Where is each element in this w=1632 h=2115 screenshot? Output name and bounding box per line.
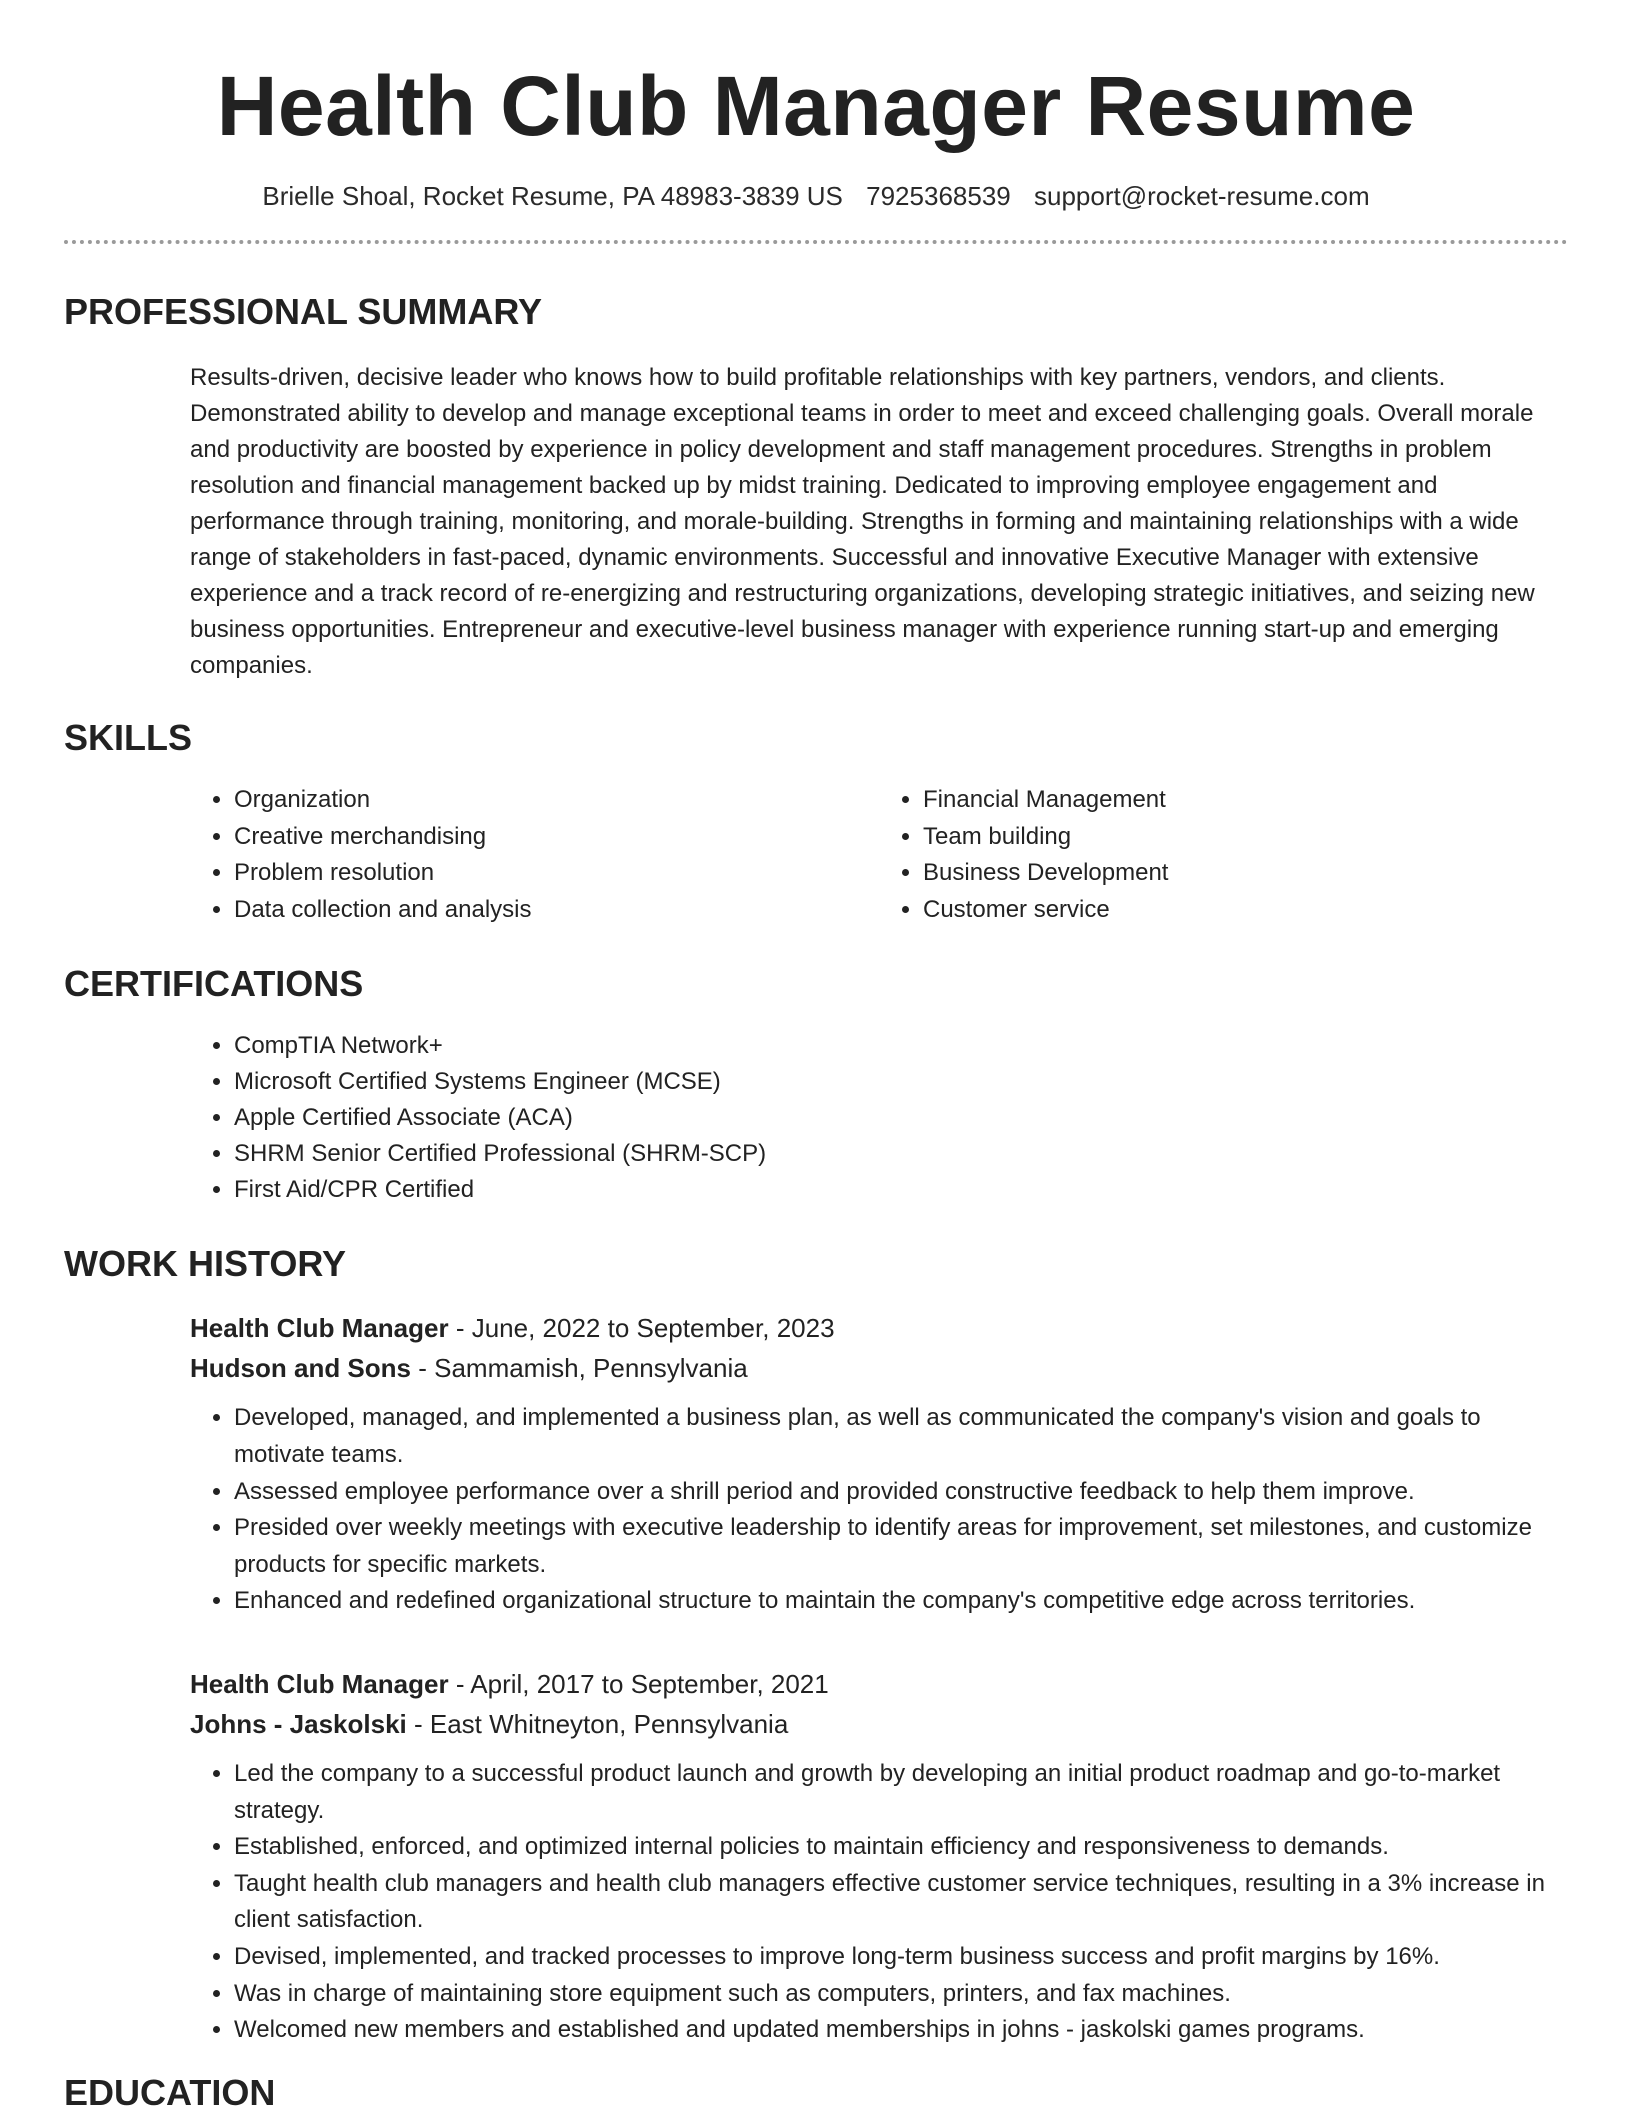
- job-title-line: [190, 1664, 1568, 1704]
- job-bullet: • Was in charge of maintaining store equipment such as computers, printers, and fax machines.: [234, 1976, 1568, 2013]
- job-bullet: • Welcomed new members and established and updated memberships in johns - jaskolski games programs.: [234, 2012, 1568, 2049]
- certification-item: • Apple Certified Associate (ACA): [234, 1100, 1568, 1136]
- job-location: - Sammamish, Pennsylvania: [411, 1353, 748, 1384]
- certifications-section: [64, 962, 1568, 1208]
- certification-item: • Microsoft Certified Systems Engineer (MCSE): [234, 1064, 1568, 1100]
- job-entry: [190, 1664, 1568, 2049]
- skills-grid: [190, 782, 1568, 928]
- professional-summary-heading: PROFESSIONAL SUMMARY: [64, 291, 543, 332]
- professional-summary-text: Results-driven, decisive leader who knows how to build profitable relationships with key partners, vendors, and clients. Demonstrated ability to develop and manage exceptional teams in order to meet and exceed challenging goals. Overall morale and productivity are boosted by experience in policy development and staff management procedures. Strengths in problem resolution and financial management backed up by midst training. Dedicated to improving employee engagement and performance through training, monitoring, and morale-building. Strengths in forming and maintaining relationships with a wide range of stakeholders in fast-paced, dynamic environments. Successful and innovative Executive Manager with extensive experience and a track record of re-energizing and restructuring organizations, developing strategic initiatives, and seizing new business opportunities. Entrepreneur and executive-level business manager with experience running start-up and emerging companies.: [190, 364, 1535, 679]
- skill-item: • Customer service: [923, 892, 1568, 929]
- skill-item: • Creative merchandising: [234, 819, 879, 856]
- skill-item: • Data collection and analysis: [234, 892, 879, 929]
- job-company-line: [190, 1704, 1568, 1744]
- skill-item: • Organization: [234, 782, 879, 819]
- contact-line: [64, 178, 1568, 214]
- skills-section: [64, 716, 1568, 928]
- skill-item: • Business Development: [923, 855, 1568, 892]
- job-bullet: • Presided over weekly meetings with executive leadership to identify areas for improvement, set milestones, and customize products for specific markets.: [234, 1510, 1568, 1583]
- job-dates: - April, 2017 to September, 2021: [448, 1668, 829, 1699]
- job-bullet: • Established, enforced, and optimized internal policies to maintain efficiency and responsiveness to demands.: [234, 1829, 1568, 1866]
- job-bullet: • Assessed employee performance over a shrill period and provided constructive feedback to help them improve.: [234, 1474, 1568, 1511]
- job-bullet: • Devised, implemented, and tracked processes to improve long-term business success and profit margins by 16%.: [234, 1939, 1568, 1976]
- job-title-line: [190, 1308, 1568, 1348]
- skill-item: • Problem resolution: [234, 855, 879, 892]
- work-history-section: [64, 1242, 1568, 2048]
- certification-item: • SHRM Senior Certified Professional (SHRM-SCP): [234, 1136, 1568, 1172]
- job-bullets: [190, 1756, 1568, 2049]
- certification-item: • CompTIA Network+: [234, 1028, 1568, 1064]
- skill-item: • Team building: [923, 819, 1568, 856]
- header-divider: [64, 240, 1568, 244]
- contact-address: Brielle Shoal, Rocket Resume, PA 48983-3839 US: [262, 181, 843, 211]
- skills-column-left: [190, 782, 879, 928]
- job-location: - East Whitneyton, Pennsylvania: [406, 1708, 789, 1739]
- job-bullet: • Developed, managed, and implemented a business plan, as well as communicated the company's vision and goals to motivate teams.: [234, 1400, 1568, 1473]
- certifications-list: [190, 1028, 1568, 1208]
- job-bullet: • Led the company to a successful product launch and growth by developing an initial product roadmap and go-to-market strategy.: [234, 1756, 1568, 1829]
- skills-column-right: [879, 782, 1568, 928]
- resume-title: Health Club Manager Resume: [216, 59, 1416, 153]
- professional-summary-section: [64, 290, 1568, 684]
- education-section: [64, 2071, 1568, 2115]
- job-bullets: [190, 1400, 1568, 1620]
- job-title: Health Club Manager: [190, 1668, 449, 1699]
- contact-email: support@rocket-resume.com: [1033, 181, 1370, 211]
- job-company: Hudson and Sons: [190, 1353, 411, 1384]
- certifications-heading: CERTIFICATIONS: [64, 963, 364, 1005]
- skills-heading: SKILLS: [64, 717, 193, 758]
- job-bullet: • Enhanced and redefined organizational structure to maintain the company's competitive edge across territories.: [234, 1583, 1568, 1620]
- job-company-line: [190, 1348, 1568, 1388]
- job-bullet: • Taught health club managers and health club managers effective customer service techniques, resulting in a 3% increase in client satisfaction.: [234, 1866, 1568, 1939]
- education-heading: EDUCATION: [64, 2071, 276, 2113]
- job-title: Health Club Manager: [190, 1313, 449, 1344]
- job-entry: [190, 1308, 1568, 1620]
- certification-item: • First Aid/CPR Certified: [234, 1172, 1568, 1208]
- skill-item: • Financial Management: [923, 782, 1568, 819]
- job-dates: - June, 2022 to September, 2023: [448, 1313, 835, 1344]
- contact-phone: 7925368539: [866, 181, 1011, 211]
- job-company: Johns - Jaskolski: [190, 1708, 407, 1739]
- work-history-heading: WORK HISTORY: [64, 1243, 347, 1285]
